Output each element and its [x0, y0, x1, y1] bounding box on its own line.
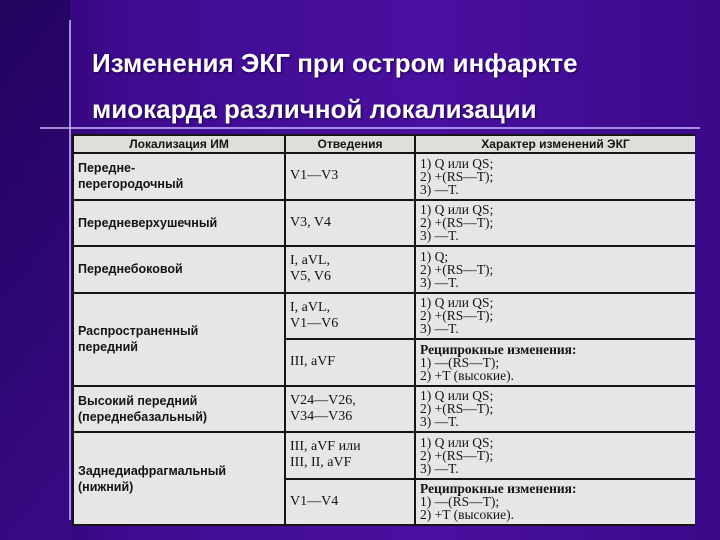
char-line: 2) +T (высокие). — [420, 367, 514, 383]
cell-localization — [73, 386, 285, 433]
cell-leads — [285, 386, 415, 433]
cell-leads — [285, 339, 415, 386]
loc-line: Передневерхушечный — [78, 215, 218, 230]
reciprocal-heading: Реципрокные изменения: — [420, 481, 577, 497]
table-row — [73, 200, 695, 247]
left-decorative-band — [0, 0, 70, 540]
char-line: 3) —T. — [420, 228, 459, 244]
loc-line: Распространенный — [78, 324, 199, 338]
char-line: 2) +T (высокие). — [420, 507, 514, 523]
lead-line: V5, V6 — [290, 269, 331, 285]
cell-character — [415, 153, 695, 200]
cell-character — [415, 386, 695, 433]
table-row — [73, 153, 695, 200]
lead-line: I, aVL, — [290, 299, 331, 315]
cell-character — [415, 246, 695, 293]
table-row — [73, 293, 695, 340]
cell-leads — [285, 200, 415, 247]
char-line: 3) —T. — [420, 274, 459, 290]
char-line: 1) Q или QS; — [420, 434, 494, 450]
char-line: 1) Q или QS; — [420, 155, 494, 171]
header-character: Характер изменений ЭКГ — [415, 135, 695, 153]
cell-leads — [285, 479, 415, 526]
cell-character — [415, 432, 695, 479]
char-line: 1) —(RS—T); — [420, 494, 500, 510]
char-line: 1) —(RS—T); — [420, 354, 500, 370]
cell-character — [415, 479, 695, 526]
lead-line: III, aVF или — [290, 439, 361, 455]
cell-localization — [73, 293, 285, 386]
loc-line: (переднебазальный) — [78, 409, 208, 424]
vertical-accent-line — [69, 20, 71, 520]
ecg-table-image — [72, 134, 695, 526]
char-line: 2) +(RS—T); — [420, 401, 494, 417]
loc-line: (нижний) — [78, 479, 134, 494]
lead-line: V1—V3 — [290, 168, 339, 184]
char-line: 2) +(RS—T); — [420, 215, 494, 231]
loc-line: Передне- — [78, 161, 136, 176]
cell-localization — [73, 153, 285, 200]
char-line: 2) +(RS—T); — [420, 261, 494, 277]
cell-character — [415, 293, 695, 340]
title-line-1: Изменения ЭКГ при остром инфаркте — [92, 48, 578, 78]
cell-character — [415, 339, 695, 386]
char-line: 3) —T. — [420, 321, 459, 337]
cell-leads — [285, 432, 415, 479]
reciprocal-heading: Реципрокные изменения: — [420, 341, 577, 357]
char-line: 2) +(RS—T); — [420, 168, 494, 184]
header-localization: Локализация ИМ — [73, 135, 285, 153]
char-line: 3) —T. — [420, 414, 459, 430]
cell-character — [415, 200, 695, 247]
loc-line: Переднебоковой — [78, 262, 183, 277]
cell-localization — [73, 246, 285, 293]
lead-line: III, II, aVF — [290, 455, 352, 471]
char-line: 1) Q; — [420, 248, 449, 264]
char-line: 2) +(RS—T); — [420, 447, 494, 463]
cell-localization — [73, 200, 285, 247]
cell-leads — [285, 246, 415, 293]
loc-line: перегородочный — [78, 177, 184, 192]
lead-line: V1—V6 — [290, 315, 339, 331]
table-row — [73, 246, 695, 293]
slide-title — [92, 40, 692, 132]
loc-line: передний — [78, 340, 138, 354]
cell-localization — [73, 432, 285, 525]
cell-leads — [285, 153, 415, 200]
char-line: 3) —T. — [420, 181, 459, 197]
table-row — [73, 386, 695, 433]
lead-line: V1—V4 — [290, 493, 339, 509]
lead-line: V24—V26, — [290, 392, 356, 408]
ecg-localization-table — [72, 134, 695, 526]
lead-line: V3, V4 — [290, 214, 331, 230]
lead-line: III, aVF — [290, 354, 336, 370]
char-line: 1) Q или QS; — [420, 202, 494, 218]
lead-line: I, aVL, — [290, 253, 331, 269]
char-line: 3) —T. — [420, 460, 459, 476]
char-line: 2) +(RS—T); — [420, 308, 494, 324]
table-row — [73, 432, 695, 479]
title-line-2: миокарда различной локализации — [92, 94, 537, 124]
char-line: 1) Q или QS; — [420, 295, 494, 311]
loc-line: Высокий передний — [78, 393, 198, 408]
lead-line: V34—V36 — [290, 408, 353, 424]
cell-leads — [285, 293, 415, 340]
table-header-row — [73, 135, 695, 153]
header-leads: Отведения — [285, 135, 415, 153]
char-line: 1) Q или QS; — [420, 388, 494, 404]
loc-line: Заднедиафрагмальный — [78, 463, 227, 478]
